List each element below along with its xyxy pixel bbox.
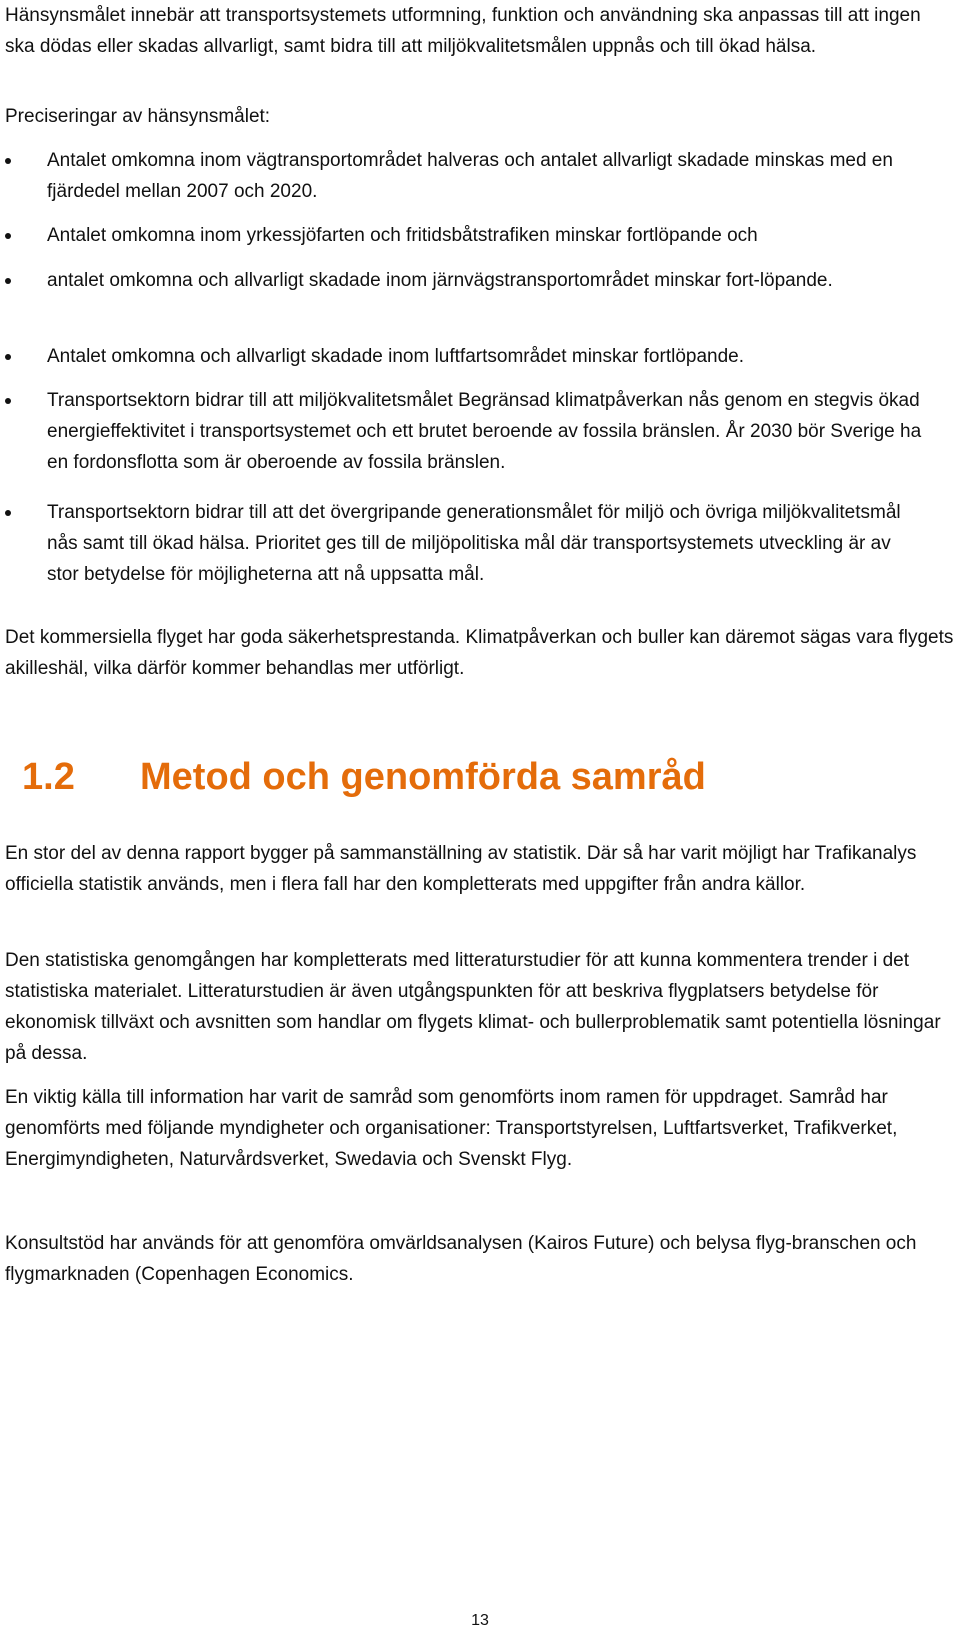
bullet-icon: [5, 354, 11, 360]
bullet-icon: [5, 510, 11, 516]
section-paragraph: Konsultstöd har används för att genomföra omvärldsanalysen (Kairos Future) och belysa flyg-branschen och flygmarknaden (Copenhagen Economics.: [5, 1233, 917, 1285]
section-paragraph: En stor del av denna rapport bygger på sammanställning av statistik. Där så har varit möjligt har Trafikanalys officiella statistik används, men i flera fall har den kompletterats med uppgifter från andra källor.: [5, 843, 917, 895]
section-paragraph: Den statistiska genomgången har kompletterats med litteraturstudier för att kunna kommentera trender i det statistiska materialet. Litteraturstudien är även utgångspunkten för att beskriva flygplatsers betydelse för ekonomisk tillväxt och avsnitten som handlar om flygets klimat- och bullerproblematik samt potentiella lösningar på dessa.: [5, 950, 941, 1064]
bullet-icon: [5, 398, 11, 404]
list-item: [5, 220, 925, 251]
list-item: [5, 341, 925, 372]
section-title: Metod och genomförda samråd: [140, 756, 706, 798]
list-item: [5, 145, 925, 207]
intro-paragraph: Hänsynsmålet innebär att transportsystemets utformning, funktion och användning ska anpassas till att ingen ska dödas eller skadas allvarligt, samt bidra till att miljökvalitetsmålen uppnås och till ökad hälsa.: [5, 5, 921, 57]
list-item-text: Transportsektorn bidrar till att det övergripande generationsmålet för miljö och övriga miljökvalitetsmål nås samt till ökad hälsa. Prioritet ges till de miljöpolitiska mål där transportsystemets utveckling är av stor betydelse för möjligheterna att nå uppsatta mål.: [47, 502, 901, 585]
after-bullets-paragraph: Det kommersiella flyget har goda säkerhetsprestanda. Klimatpåverkan och buller kan däremot sägas vara flygets akilleshäl, vilka därför kommer behandlas mer utförligt.: [5, 627, 954, 679]
list-item-text: Antalet omkomna och allvarligt skadade inom luftfartsområdet minskar fortlöpande.: [47, 346, 745, 367]
bullet-icon: [5, 158, 11, 164]
section-number: 1.2: [22, 756, 75, 798]
list-item-text: Antalet omkomna inom vägtransportområdet halveras och antalet allvarligt skadade minskas med en fjärdedel mellan 2007 och 2020.: [47, 150, 893, 202]
list-item: [5, 385, 927, 478]
list-item-text: antalet omkomna och allvarligt skadade inom järnvägstransportområdet minskar fort-löpande.: [47, 270, 833, 291]
preciseringar-label: Preciseringar av hänsynsmålet:: [5, 106, 271, 127]
section-paragraph: En viktig källa till information har varit de samråd som genomförts inom ramen för uppdraget. Samråd har genomförts med följande myndigheter och organisationer: Transportstyrelsen, Luftfartsverket, Trafikverket, Energimyndigheten, Naturvårdsverket, Swedavia och Svenskt Flyg.: [5, 1087, 898, 1170]
list-item-text: Antalet omkomna inom yrkessjöfarten och fritidsbåtstrafiken minskar fortlöpande och: [47, 225, 758, 246]
bullet-icon: [5, 233, 11, 239]
list-item: [5, 497, 927, 590]
section-heading: [22, 752, 706, 802]
bullet-icon: [5, 278, 11, 284]
list-item: [5, 265, 917, 296]
list-item-text: Transportsektorn bidrar till att miljökvalitetsmålet Begränsad klimatpåverkan nås genom en stegvis ökad energieffektivitet i transportsystemet och ett brutet beroende av fossila bränslen. År 2030 bör Sverige ha en fordonsflotta som är oberoende av fossila bränslen.: [47, 390, 922, 473]
page-number: 13: [471, 1612, 489, 1629]
